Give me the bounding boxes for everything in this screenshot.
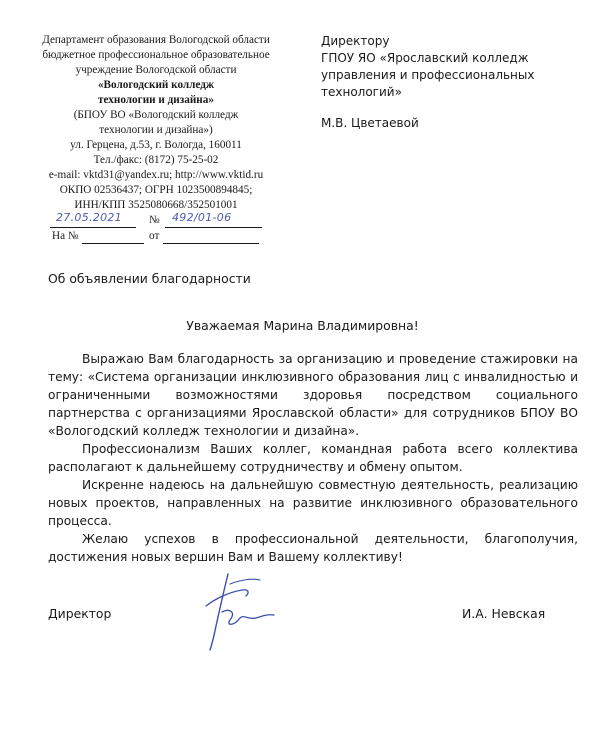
letterhead-line: Департамент образования Вологодской области	[42, 34, 270, 46]
address: ул. Герцена, д.53, г. Вологда, 160011	[70, 139, 242, 151]
email-website: e-mail: vktd31@yandex.ru; http://www.vktid.ru	[48, 169, 264, 181]
letterhead-detail: (БПОУ ВО «Вологодский колледж	[73, 109, 239, 121]
body-paragraph: Искренне надеюсь на дальнейшую совместную деятельность, реализацию новых проектов, направленных на развитие инклюзивного образовательного процесса.	[48, 478, 578, 528]
date-line	[50, 227, 136, 228]
letterhead-detail: технологии и дизайна»)	[99, 124, 213, 136]
signatory-name: И.А. Невская	[462, 606, 546, 621]
on-number-line	[82, 243, 144, 244]
signatory-title: Директор	[48, 606, 112, 621]
addressee-line: управления и профессиональных	[321, 68, 535, 82]
handwritten-date: 27.05.2021	[56, 211, 122, 224]
letterhead-line: бюджетное профессиональное образовательное	[42, 49, 270, 61]
handwritten-signature	[200, 568, 280, 654]
number-label: №	[149, 214, 160, 226]
addressee-line: ГПОУ ЯО «Ярославский колледж	[321, 51, 529, 65]
letterhead-line: учреждение Вологодской области	[75, 64, 237, 76]
incoming-reference-row	[20, 229, 292, 245]
letter-body	[48, 350, 578, 566]
on-number-label: На №	[52, 230, 79, 242]
from-line	[163, 243, 259, 244]
addressee-line: Директору	[321, 34, 390, 48]
from-label: от	[149, 230, 160, 242]
body-paragraph: Профессионализм Ваших коллег, командная работа всего коллектива располагают к дальнейшему сотрудничеству и обмену опытом.	[48, 442, 578, 474]
okpo-ogrn: ОКПО 02536437; ОГРН 1023500894845;	[59, 184, 253, 196]
outgoing-reference-row	[20, 213, 292, 229]
organization-name: «Вологодский колледж	[97, 79, 215, 91]
salutation: Уважаемая Марина Владимировна!	[186, 318, 419, 333]
addressee-name: М.В. Цветаевой	[321, 116, 419, 130]
organization-name: технологии и дизайна»	[98, 94, 214, 106]
inn-kpp: ИНН/КПП 3525080668/352501001	[74, 199, 238, 211]
addressee-line: технологий»	[321, 85, 402, 99]
body-paragraph: Выражаю Вам благодарность за организацию и проведение стажировки на тему: «Система организации инклюзивного образования лиц с инвалидностью и ограниченными возможностями здоровья посредством социального партнерства с организациями Ярославской области» для сотрудников БПОУ ВО «Вологодский колледж технологии и дизайна».	[48, 352, 578, 438]
body-paragraph: Желаю успехов в профессиональной деятельности, благополучия, достижения новых вершин Вам и Вашему коллективу!	[48, 532, 578, 564]
letter-subject: Об объявлении благодарности	[48, 271, 251, 286]
addressee-block	[321, 33, 581, 132]
number-line	[165, 227, 262, 228]
handwritten-number: 492/01-06	[172, 211, 232, 224]
phone-fax: Тел./факс: (8172) 75-25-02	[93, 154, 219, 166]
letterhead	[20, 33, 292, 245]
